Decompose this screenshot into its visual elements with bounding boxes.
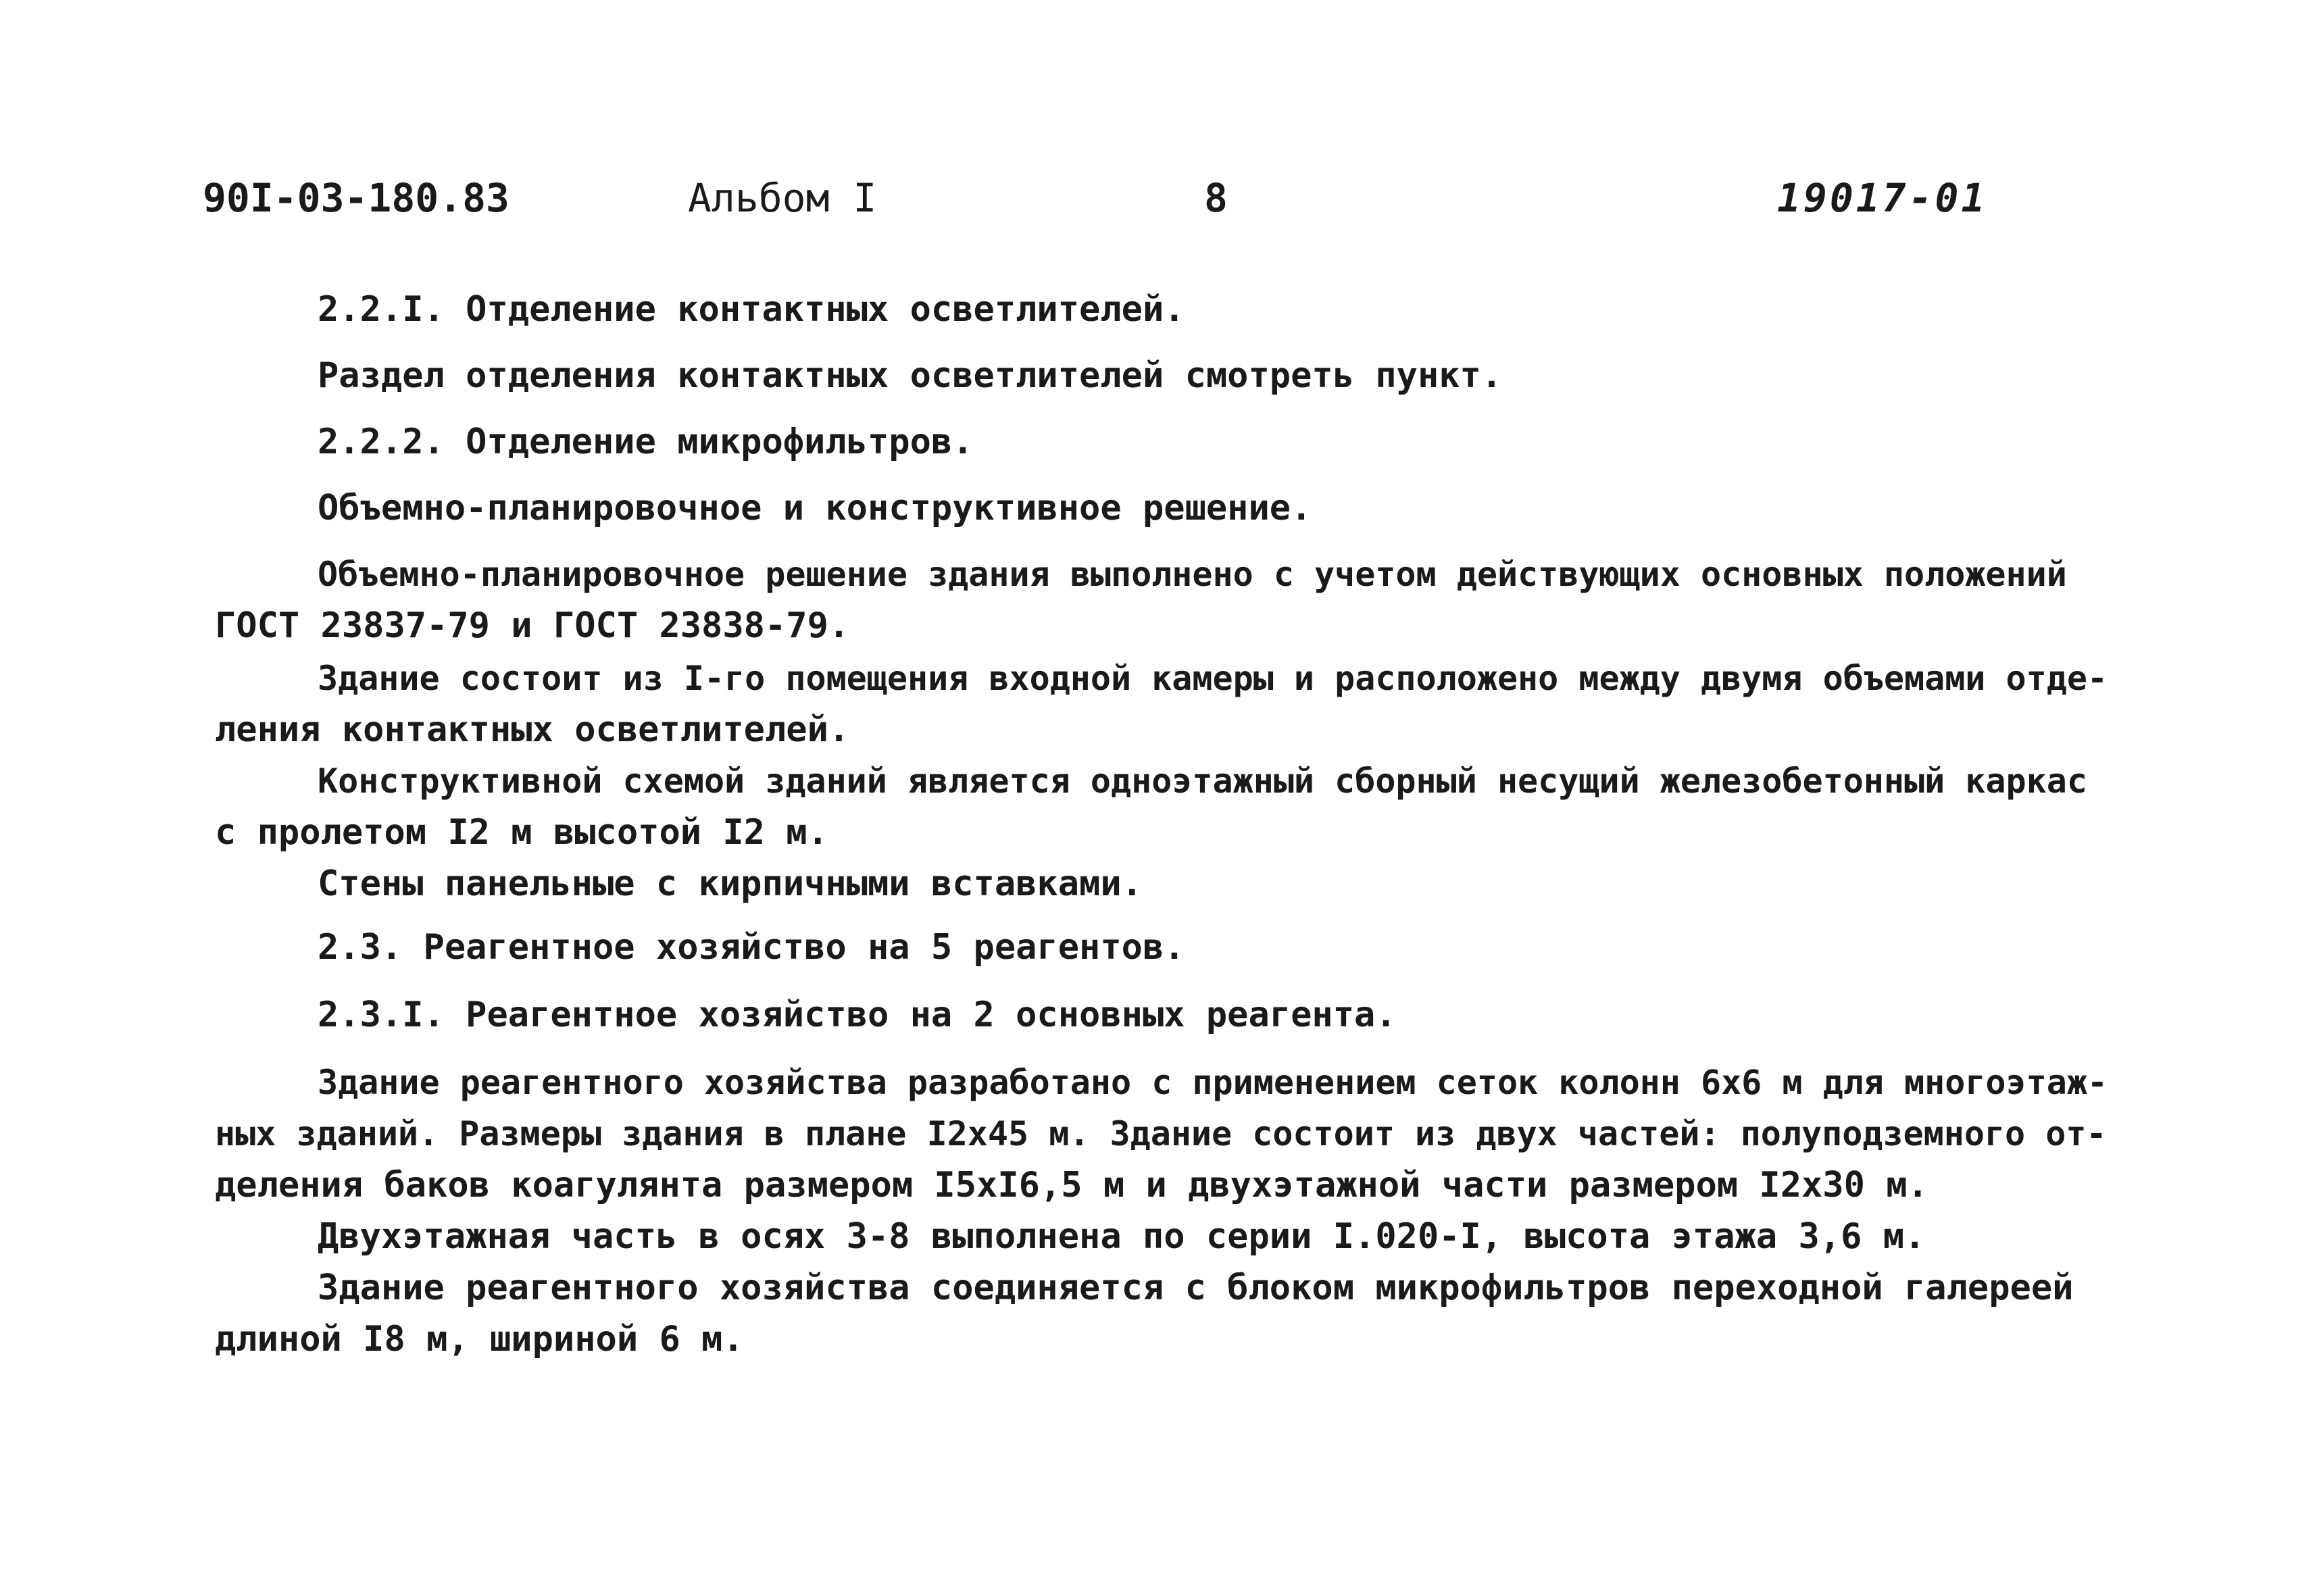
section-heading-2-2-2: 2.2.2. Отделение микрофильтров. (318, 422, 974, 462)
text-line: Конструктивной схемой зданий является одноэтажный сборный несущий железобетонный каркас (318, 762, 2087, 801)
text-line: Объемно-планировочное решение здания выполнено с учетом действующих основных положений (318, 555, 2067, 594)
album-label: Альбом I (688, 175, 877, 221)
text-line: Здание реагентного хозяйства разработано с применением сеток колонн 6х6 м для многоэтаж- (318, 1063, 2108, 1102)
text-line: Стены панельные с кирпичными вставками. (318, 864, 1143, 904)
text-line: длиной I8 м, шириной 6 м. (215, 1319, 744, 1360)
text-line: Здание реагентного хозяйства соединяется с блоком микрофильтров переходной галереей (318, 1268, 2074, 1308)
page-number: 8 (1204, 175, 1228, 221)
text-line: Раздел отделения контактных осветлителей смотреть пункт. (318, 355, 1503, 396)
text-line: Двухэтажная часть в осях 3-8 выполнена по серии I.020-I, высота этажа 3,6 м. (318, 1216, 1926, 1257)
section-heading-2-2-1: 2.2.I. Отделение контактных осветлителей. (318, 289, 1185, 330)
section-heading-2-3-1: 2.3.I. Реагентное хозяйство на 2 основных реагента. (318, 995, 1397, 1035)
text-line: с пролетом I2 м высотой I2 м. (215, 812, 828, 853)
text-line: ных зданий. Размеры здания в плане I2х45 м. Здание состоит из двух частей: полуподземного от- (215, 1114, 2107, 1153)
text-line: ГОСТ 23837-79 и ГОСТ 23838-79. (215, 605, 850, 646)
handwritten-code: 19017-01 (1777, 175, 1988, 221)
text-line: ления контактных осветлителей. (215, 709, 850, 750)
document-number: 90I-03-180.83 (203, 175, 509, 221)
subheading: Объемно-планировочное и конструктивное решение. (318, 488, 1312, 528)
text-line: Здание состоит из I-го помещения входной камеры и расположено между двумя объемами отде- (318, 659, 2108, 698)
text-line: деления баков коагулянта размером I5хI6,5 м и двухэтажной части размером I2х30 м. (215, 1165, 1928, 1205)
section-heading-2-3: 2.3. Реагентное хозяйство на 5 реагентов. (318, 927, 1185, 968)
